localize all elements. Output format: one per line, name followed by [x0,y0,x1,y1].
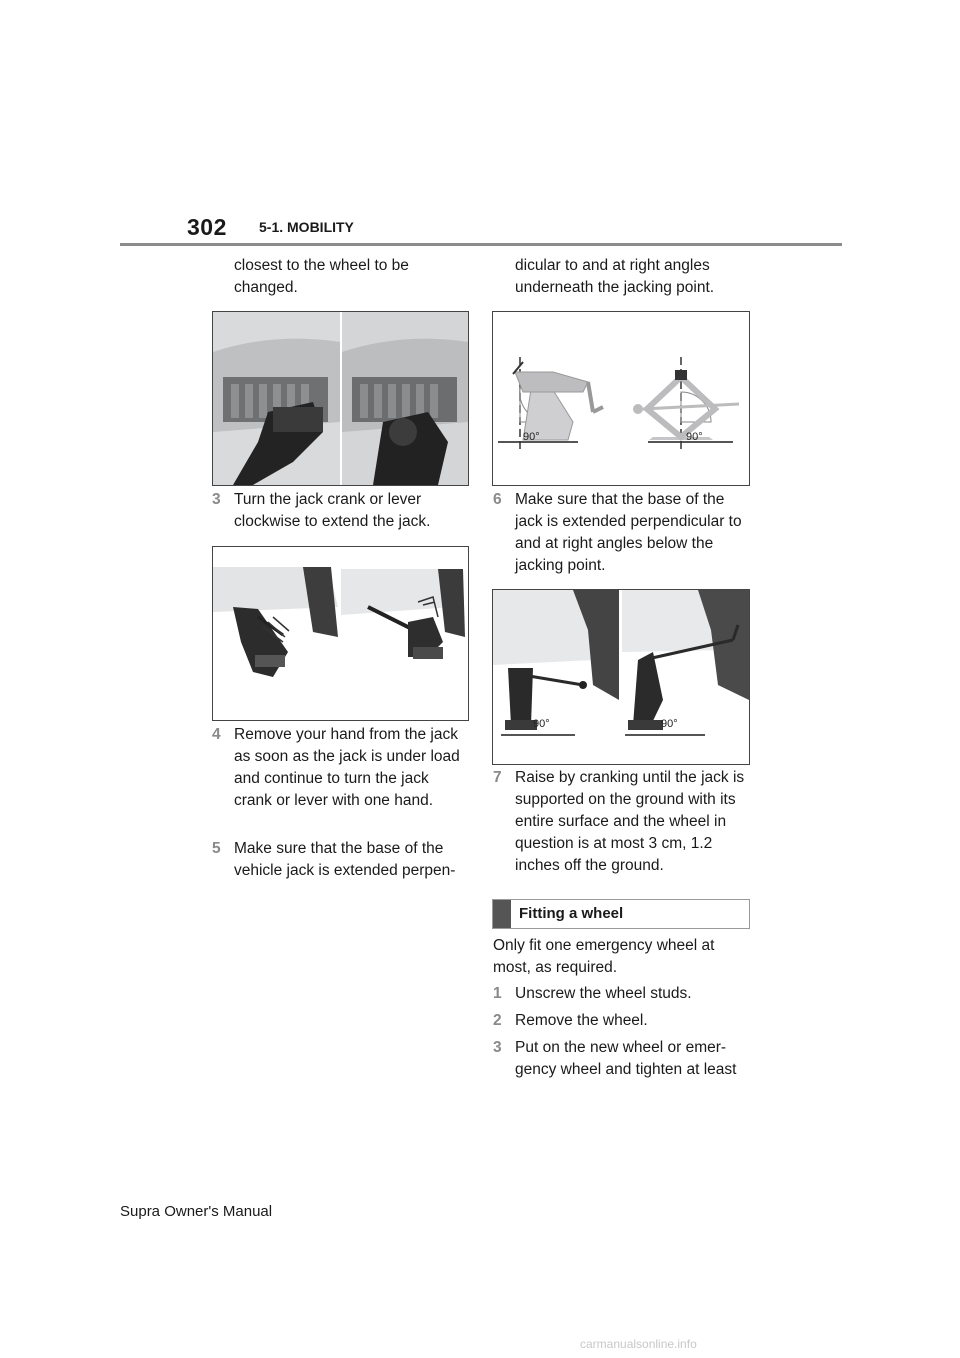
step-number: 6 [493,491,502,508]
fit-step-1 [493,983,749,1005]
figure-extend-jack [212,546,469,721]
angle-label-lower-right: 90° [661,718,678,730]
fit-step-3 [493,1037,749,1081]
footer-manual-title: Supra Owner's Manual [120,1203,273,1220]
step-4-left [212,724,466,812]
left-intro-text: closest to the wheel to be changed. [234,257,409,296]
angle-label-right: 90° [686,431,703,443]
step-text: Put on the new wheel or emer-gency wheel and tighten at least [515,1039,737,1078]
section-heading-fitting-wheel [492,899,750,929]
figure-jacking-point [212,311,469,486]
step-number: 3 [212,491,221,508]
step-text: Unscrew the wheel studs. [515,985,692,1002]
section-title: 5-1. MOBILITY [259,219,354,235]
step-number: 4 [212,726,221,743]
figure-jack-angle-diagram [492,311,750,486]
step-text: Make sure that the base of the vehicle jack is extended perpen- [234,840,456,879]
angle-label-left: 90° [523,431,540,443]
step-5-left [212,838,466,882]
heading-marker [493,900,511,928]
step-number: 7 [493,769,502,786]
step-text: Remove your hand from the jack as soon as the jack is under load and continue to turn the jack crank or lever with one hand. [234,726,460,809]
header-rule [120,243,842,246]
angle-label-lower-left: 90° [533,718,550,730]
step-text: Make sure that the base of the jack is extended perpendicular to and at right angles below the jacking point. [515,491,742,574]
right-intro-text: dicular to and at right angles underneath the jacking point. [515,257,715,296]
step-number: 2 [493,1012,502,1029]
step-text: Remove the wheel. [515,1012,648,1029]
step-text: Turn the jack crank or lever clockwise to extend the jack. [234,491,431,530]
heading-text: Fitting a wheel [519,905,624,922]
watermark: carmanualsonline.info [580,1337,697,1351]
step-3-left [212,489,466,533]
step-number: 1 [493,985,502,1002]
step-6-right [493,489,749,577]
figure-jack-under-vehicle [492,589,750,765]
page-number: 302 [187,214,227,240]
fit-step-2 [493,1010,749,1032]
step-number: 5 [212,840,221,857]
fitting-intro-text: Only fit one emergency wheel at most, as required. [493,937,715,976]
step-text: Raise by cranking until the jack is supported on the ground with its entire surface and the wheel in question is at most 3 cm, 1.2 inches off the ground. [515,769,745,874]
step-number: 3 [493,1039,502,1056]
step-7-right [493,767,749,877]
